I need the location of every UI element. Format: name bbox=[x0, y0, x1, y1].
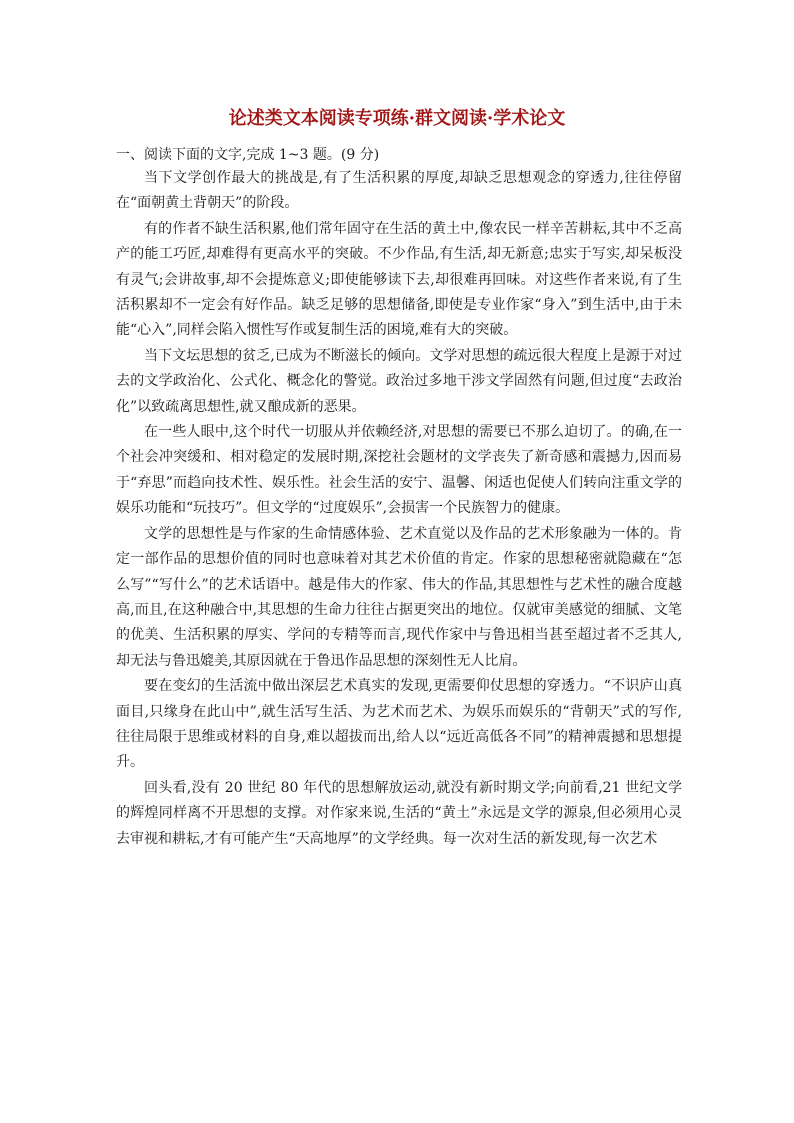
paragraph-3: 当下文坛思想的贫乏,已成为不断滋长的倾向。文学对思想的疏远很大程度上是源于对过去的文学政治化、公式化、概念化的警觉。政治过多地干涉文学固然有问题,但过度“去政治化”以致疏离思想性,就又酿成新的恶果。 bbox=[116, 347, 682, 415]
paragraph-7: 回头看,没有 20 世纪 80 年代的思想解放运动,就没有新时期文学;向前看,21 世纪文学的辉煌同样离不开思想的支撑。对作家来说,生活的“黄土”永远是文学的源泉,但必须用心灵去审视和耕耘,才有可能产生“天高地厚”的文学经典。每一次对生活的新发现,每一次艺术 bbox=[116, 779, 682, 847]
paragraph-2: 有的作者不缺生活积累,他们常年固守在生活的黄土中,像农民一样辛苦耕耘,其中不乏高产的能工巧匠,却难得有更高水平的突破。不少作品,有生活,却无新意;忠实于写实,却呆板没有灵气;会讲故事,却不会提炼意义;即使能够读下去,却很难再回味。对这些作者来说,有了生活积累却不一定会有好作品。缺乏足够的思想储备,即使是专业作家“身入”到生活中,由于未能“心入”,同样会陷入惯性写作或复制生活的困境,难有大的突破。 bbox=[116, 220, 682, 339]
document-title: 论述类文本阅读专项练·群文阅读·学术论文 bbox=[228, 108, 566, 129]
paragraph-5: 文学的思想性是与作家的生命情感体验、艺术直觉以及作品的艺术形象融为一体的。肯定一部作品的思想价值的同时也意味着对其艺术价值的肯定。作家的思想秘密就隐藏在“怎么写”“写什么”的艺术话语中。越是伟大的作家、伟大的作品,其思想性与艺术性的融合度越高,而且,在这种融合中,其思想的生命力往往占据更突出的地位。仅就审美感觉的细腻、文笔的优美、生活积累的厚实、学问的专精等而言,现代作家中与鲁迅相当甚至超过者不乏其人,却无法与鲁迅媲美,其原因就在于鲁迅作品思想的深刻性无人比肩。 bbox=[116, 525, 682, 669]
paragraph-6: 要在变幻的生活流中做出深层艺术真实的发现,更需要仰仗思想的穿透力。“不识庐山真面目,只缘身在此山中”,就生活写生活、为艺术而艺术、为娱乐而娱乐的“背朝天”式的写作,往往局限于思维或材料的自身,难以超拔而出,给人以“远近高低各不同”的精神震撼和思想提升。 bbox=[116, 678, 682, 771]
article-body bbox=[116, 166, 682, 852]
paragraph-1: 当下文学创作最大的挑战是,有了生活积累的厚度,却缺乏思想观念的穿透力,往往停留在“面朝黄土背朝天”的阶段。 bbox=[116, 170, 682, 212]
question-instruction: 一、阅读下面的文字,完成 1~3 题。(9 分) bbox=[116, 147, 380, 163]
paragraph-4: 在一些人眼中,这个时代一切服从并依赖经济,对思想的需要已不那么迫切了。的确,在一个社会冲突缓和、相对稳定的发展时期,深挖社会题材的文学丧失了新奇感和震撼力,因而易于“弃思”而趋向技术性、娱乐性。社会生活的安宁、温馨、闲适也促使人们转向注重文学的娱乐功能和“玩技巧”。但文学的“过度娱乐”,会损害一个民族智力的健康。 bbox=[116, 424, 682, 517]
